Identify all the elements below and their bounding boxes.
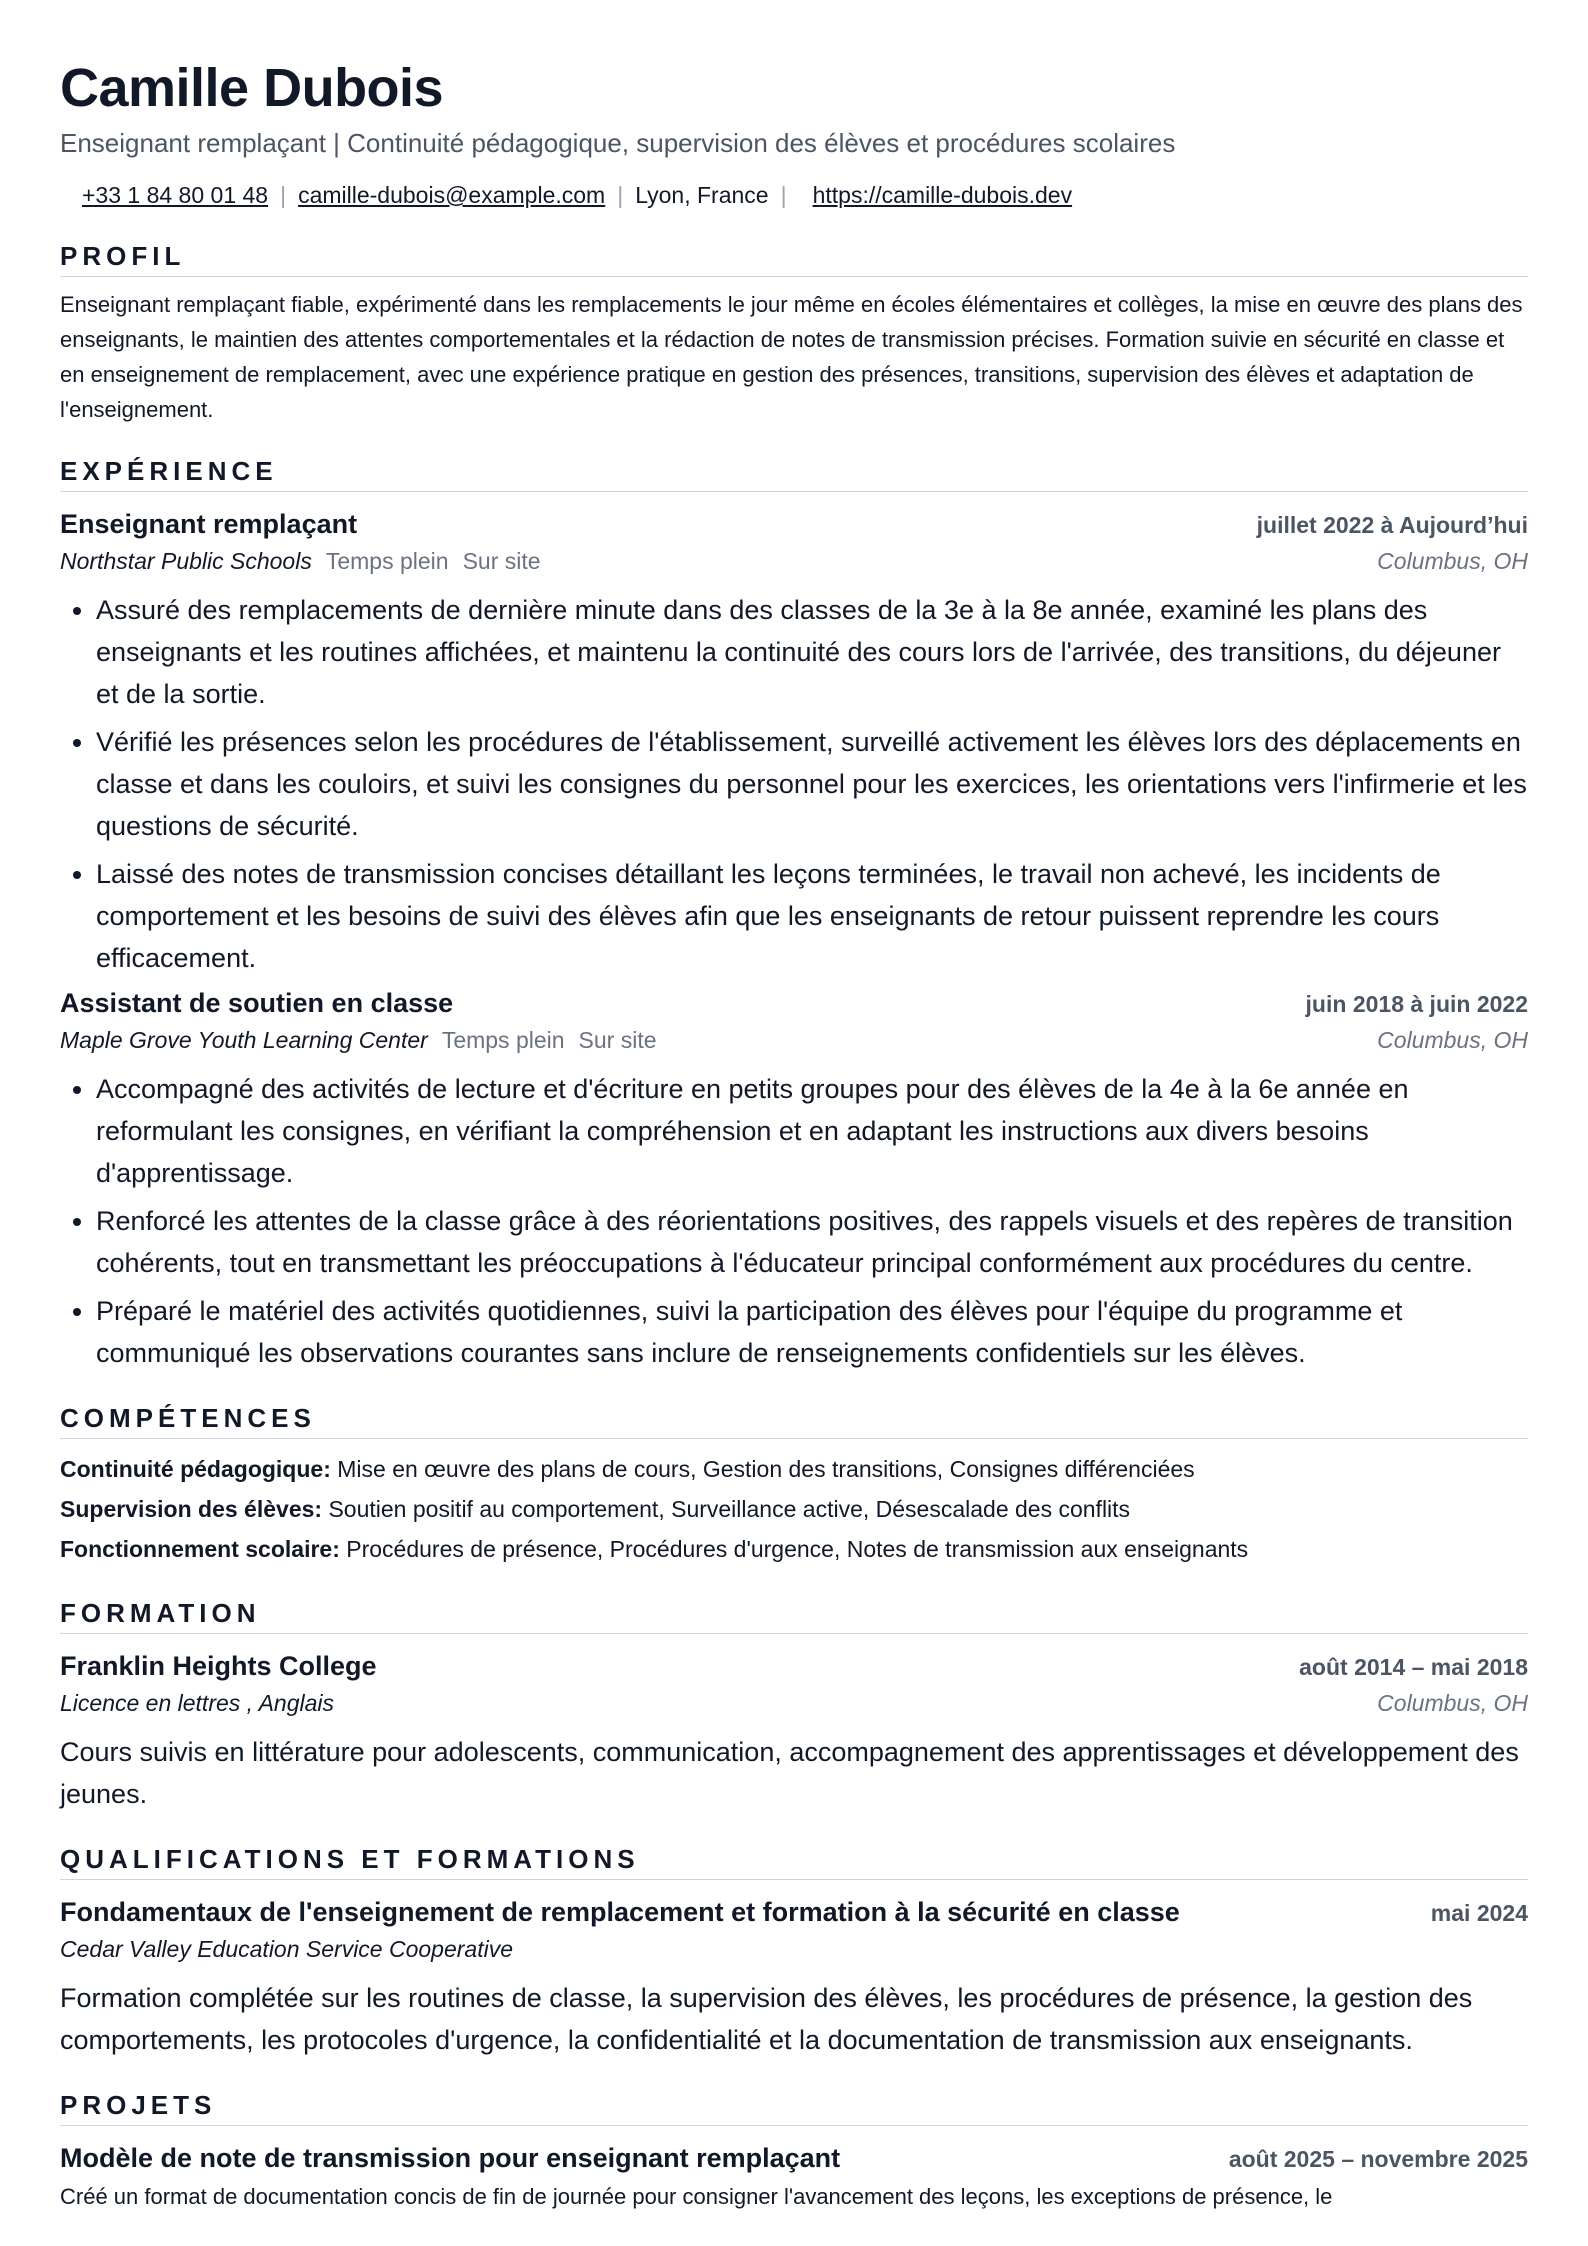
school-name: Franklin Heights College	[60, 1651, 377, 1681]
job-type: Temps plein	[441, 1027, 565, 1053]
project-name: Modèle de note de transmission pour enseignant remplaçant	[60, 2143, 841, 2173]
separator: |	[780, 182, 787, 208]
project-dates: août 2025 – novembre 2025	[1228, 2146, 1528, 2172]
skill-label: Supervision des élèves:	[60, 1496, 323, 1522]
list-item: • Laissé des notes de transmission concises détaillant les leçons terminées, le travail non achevé, les incidents de comportement et les besoins de suivi des élèves afin que les enseignants de retour puissent reprendre les cours efficacement.	[96, 853, 1528, 979]
education-description: Cours suivis en littérature pour adolescents, communication, accompagnement des apprentissages et développement des jeunes.	[60, 1737, 1519, 1809]
profile-summary: Enseignant remplaçant fiable, expérimenté dans les remplacements le jour même en écoles élémentaires et collèges, la mise en œuvre des plans des enseignants, le maintien des attentes comportementales et la rédaction de notes de transmission précises. Formation suivie en sécurité en classe et en enseignement de remplacement, avec une expérience pratique en gestion des présences, transitions, supervision des élèves et adaptation de l'enseignement.	[60, 292, 1523, 422]
job-mode: Sur site	[462, 548, 541, 574]
section-title-profile: PROFIL	[60, 240, 1528, 277]
email-link[interactable]: camille-dubois@example.com	[298, 182, 606, 208]
project-entry	[60, 2140, 1528, 2214]
list-item: • Préparé le matériel des activités quotidiennes, suivi la participation des élèves pour l'équipe du programme et communiqué les observations courantes sans inclure de renseignements confidentiels sur les élèves.	[96, 1290, 1528, 1374]
list-item: • Renforcé les attentes de la classe grâce à des réorientations positives, des rappels visuels et des repères de transition cohérents, tout en transmettant les préoccupations à l'éducateur principal conformément aux procédures du centre.	[96, 1200, 1528, 1284]
job-organization-line	[60, 1022, 657, 1058]
job-organization-line	[60, 543, 541, 579]
job-location: Columbus, OH	[1377, 1027, 1528, 1053]
qualification-date: mai 2024	[1430, 1900, 1528, 1926]
education-location: Columbus, OH	[1377, 1690, 1528, 1716]
separator: |	[280, 182, 287, 208]
skill-value: Procédures de présence, Procédures d'urgence, Notes de transmission aux enseignants	[346, 1536, 1249, 1562]
degree: Licence en lettres , Anglais	[60, 1690, 335, 1716]
project-description: Créé un format de documentation concis de fin de journée pour consigner l'avancement des leçons, les exceptions de présence, le	[60, 2184, 1333, 2209]
candidate-name: Camille Dubois	[60, 58, 444, 118]
job-dates: juin 2018 à juin 2022	[1305, 991, 1528, 1017]
qualification-name: Fondamentaux de l'enseignement de remplacement et formation à la sécurité en classe	[60, 1897, 1180, 1927]
headline: Enseignant remplaçant | Continuité pédagogique, supervision des élèves et procédures scolaires	[60, 128, 1176, 158]
job-dates: juillet 2022 à Aujourd’hui	[1256, 512, 1528, 538]
section-title-experience: EXPÉRIENCE	[60, 455, 1528, 492]
qualification-issuer: Cedar Valley Education Service Cooperative	[60, 1936, 514, 1962]
job-bullets	[60, 589, 1528, 979]
skill-row	[60, 1489, 1528, 1529]
skill-row	[60, 1449, 1528, 1489]
section-title-skills: COMPÉTENCES	[60, 1402, 1528, 1439]
separator: |	[617, 182, 624, 208]
skill-value: Mise en œuvre des plans de cours, Gestion des transitions, Consignes différenciées	[337, 1456, 1195, 1482]
job-location: Columbus, OH	[1377, 548, 1528, 574]
skill-row	[60, 1529, 1528, 1569]
job-organization: Maple Grove Youth Learning Center	[60, 1027, 428, 1053]
location-text: Lyon, France	[635, 182, 769, 208]
website-link[interactable]: https://camille-dubois.dev	[812, 182, 1073, 208]
job-title: Assistant de soutien en classe	[60, 988, 454, 1018]
list-item: • Accompagné des activités de lecture et d'écriture en petits groupes pour des élèves de la 4e à la 6e année en reformulant les consignes, en vérifiant la compréhension et en adaptant les instructions aux divers besoins d'apprentissage.	[96, 1068, 1528, 1194]
section-title-qualifications: QUALIFICATIONS ET FORMATIONS	[60, 1843, 1528, 1880]
contact-line	[60, 180, 1528, 210]
qualification-entry	[60, 1894, 1528, 2061]
experience-entry	[60, 506, 1528, 979]
job-bullets	[60, 1068, 1528, 1374]
job-organization: Northstar Public Schools	[60, 548, 312, 574]
education-dates: août 2014 – mai 2018	[1299, 1654, 1528, 1680]
skills-list	[60, 1449, 1528, 1569]
list-item: • Assuré des remplacements de dernière minute dans des classes de la 3e à la 8e année, examiné les plans des enseignants et les routines affichées, et maintenu la continuité des cours lors de l'arrivée, des transitions, du déjeuner et de la sortie.	[96, 589, 1528, 715]
experience-entry	[60, 985, 1528, 1374]
qualification-description: Formation complétée sur les routines de classe, la supervision des élèves, les procédures de présence, la gestion des comportements, les protocoles d'urgence, la confidentialité et la documentation de transmission aux enseignants.	[60, 1983, 1473, 2055]
job-type: Temps plein	[325, 548, 449, 574]
section-title-projects: PROJETS	[60, 2089, 1528, 2126]
skill-value: Soutien positif au comportement, Surveillance active, Désescalade des conflits	[328, 1496, 1131, 1522]
job-mode: Sur site	[578, 1027, 657, 1053]
phone-link[interactable]: +33 1 84 80 01 48	[82, 182, 269, 208]
skill-label: Fonctionnement scolaire:	[60, 1536, 340, 1562]
skill-label: Continuité pédagogique:	[60, 1456, 331, 1482]
list-item: • Vérifié les présences selon les procédures de l'établissement, surveillé activement les élèves lors des déplacements en classe et dans les couloirs, et suivi les consignes du personnel pour les exercices, les orientations vers l'infirmerie et les questions de sécurité.	[96, 721, 1528, 847]
section-title-education: FORMATION	[60, 1597, 1528, 1634]
education-entry	[60, 1648, 1528, 1815]
job-title: Enseignant remplaçant	[60, 509, 358, 539]
